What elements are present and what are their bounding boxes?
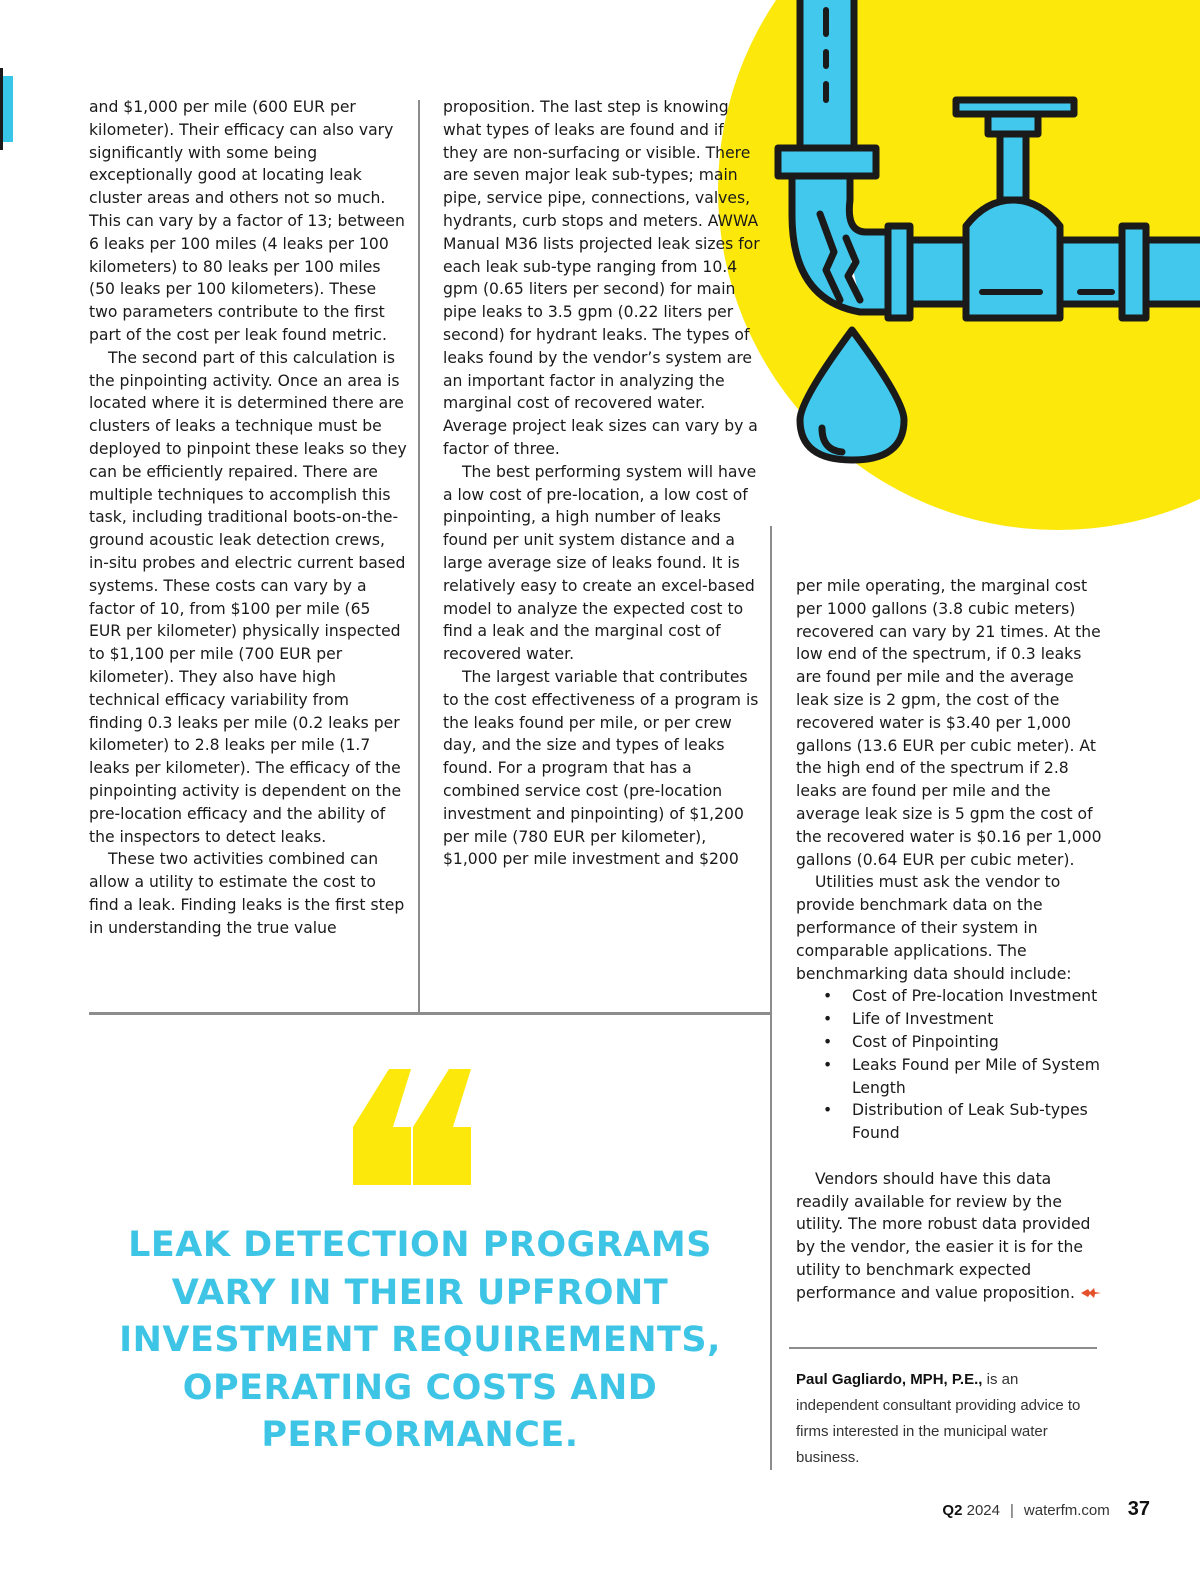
list-item: • Life of Investment: [823, 1010, 994, 1029]
pipe-valve-water-drop-icon: [760, 0, 1200, 470]
column2-paragraph: proposition. The last step is knowing what types of leaks are found and if they are non-surfacing or visible. There are seven major leak sub-types; main pipe, service pipe, connections, valves, hydrants, curb stops and meters. AWWA Manual M36 lists projected leak sizes for each leak sub-type ranging from 10.4 gpm (0.65 liters per second) for main pipe leaks to 3.5 gpm (0.22 liters per second) for hydrant leaks. The types of leaks found by the vendor’s system are an important factor in analyzing the marginal cost of recovered water. Average project leak sizes can vary by a factor of three.: [443, 98, 760, 458]
column2-paragraph: The largest variable that contributes to the cost effectiveness of a program is the leaks found per mile, or per crew day, and the size and types of leaks found. For a program that has a combined service cost (pre-location investment and pinpointing) of $1,200 per mile (780 EUR per kilometer), $1,000 per mile investment and $200: [443, 667, 759, 869]
list-item: • Cost of Pre-location Investment: [823, 987, 1098, 1006]
article-column-3: [796, 575, 1108, 1305]
column2-paragraph: The best performing system will have a low cost of pre-location, a low cost of pinpointing, a high number of leaks found per unit system distance and a large average size of leaks found. It is relatively easy to create an excel-based model to analyze the expected cost to find a leak and the marginal cost of recovered water.: [443, 462, 757, 664]
section-divider: [89, 1012, 771, 1015]
author-bio: [796, 1367, 1096, 1471]
quote-mark-icon: [349, 1065, 473, 1185]
column3-paragraph: per mile operating, the marginal cost per 1000 gallons (3.8 cubic meters) recovered can vary by 21 times. At the low end of the spectrum, if 0.3 leaks are found per mile and the average leak size is 2 gpm, the cost of the recovered water is $3.40 per 1,000 gallons (13.6 EUR per cubic meter). At the high end of the spectrum if 2.8 leaks are found per mile and the average leak size is 5 gpm the cost of the recovered water is $0.16 per 1,000 gallons (0.64 EUR per cubic meter).: [796, 577, 1102, 869]
article-column-1: [89, 96, 407, 939]
author-description: is an independent consultant providing advice to firms interested in the municipal water business.: [796, 1371, 1081, 1466]
article-column-2: [443, 96, 761, 871]
list-item: • Leaks Found per Mile of System Length: [823, 1055, 1100, 1097]
end-mark-icon: [1080, 1287, 1102, 1299]
bio-divider: [789, 1347, 1097, 1349]
column3-paragraph: Vendors should have this data readily available for review by the utility. The more robust data provided by the vendor, the easier it is for the utility to benchmark expected performance and value proposition.: [796, 1168, 1108, 1305]
column3-paragraph: Utilities must ask the vendor to provide benchmark data on the performance of their system in comparable applications. The benchmarking data should include:: [796, 873, 1072, 983]
column-divider: [770, 526, 772, 1470]
column1-paragraph: The second part of this calculation is the pinpointing activity. Once an area is located where it is determined there are clusters of leaks a technique must be deployed to pinpoint these leaks so they can be efficiently repaired. There are multiple techniques to accomplish this task, including traditional boots-on-the-ground acoustic leak detection crews, in-situ probes and electric current based systems. These costs can vary by a factor of 10, from $100 per mile (65 EUR per kilometer) physically inspected to $1,100 per mile (700 EUR per kilometer). They also have high technical efficacy variability from finding 0.3 leaks per mile (0.2 leaks per kilometer) to 2.8 leaks per mile (1.7 leaks per kilometer). The efficacy of the pinpointing activity is dependent on the pre-location efficacy and the ability of the inspectors to detect leaks.: [89, 348, 407, 846]
issue-label: Q2 2024: [942, 1502, 1000, 1519]
footer-separator: |: [1009, 1502, 1014, 1519]
list-item: • Cost of Pinpointing: [823, 1032, 999, 1051]
author-name: Paul Gagliardo, MPH, P.E.,: [796, 1371, 983, 1388]
page-footer: [942, 1498, 1150, 1521]
benchmark-list: [796, 985, 1108, 1145]
list-item: • Distribution of Leak Sub-types Found: [823, 1101, 1088, 1143]
site-url: waterfm.com: [1023, 1502, 1110, 1519]
column1-paragraph: These two activities combined can allow a utility to estimate the cost to find a leak. Finding leaks is the first step in understanding the true value: [89, 850, 405, 937]
page-number: 37: [1127, 1498, 1150, 1520]
column-divider: [418, 100, 420, 1012]
pull-quote: LEAK DETECTION PROGRAMS VARY IN THEIR UPFRONT INVESTMENT REQUIREMENTS, OPERATING COSTS AND PERFORMANCE.: [119, 1225, 721, 1455]
column1-paragraph: and $1,000 per mile (600 EUR per kilometer). Their efficacy can also vary significantly with some being exceptionally good at locating leak cluster areas and others not so much. This can vary by a factor of 13; between 6 leaks per 100 miles (4 leaks per 100 kilometers) to 80 leaks per 100 miles (50 leaks per 100 kilometers). These two parameters contribute to the first part of the cost per leak found metric.: [89, 98, 405, 344]
edge-mark-accent: [3, 76, 13, 142]
